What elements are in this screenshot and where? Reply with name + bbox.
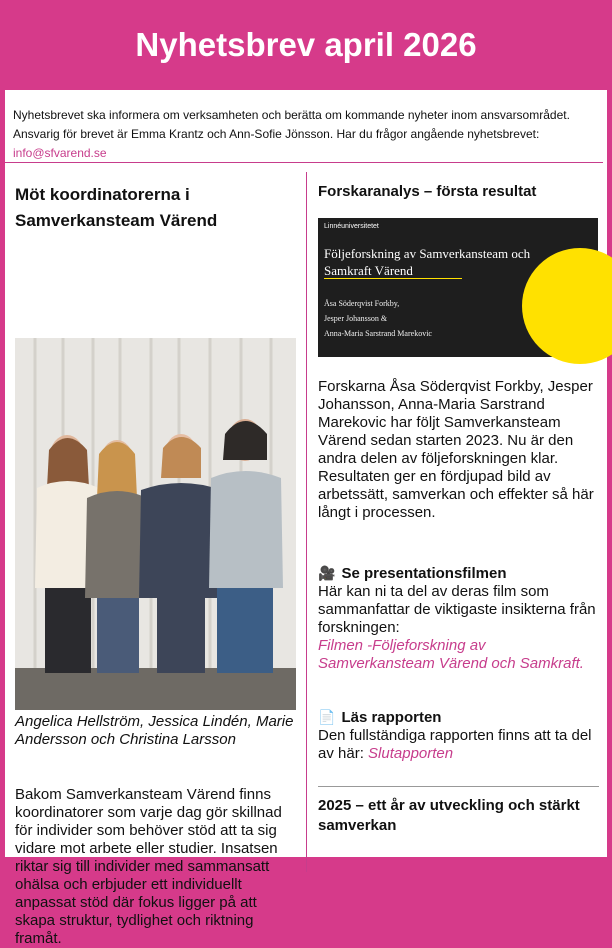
header-divider (5, 162, 603, 163)
newsletter-body (5, 90, 607, 947)
report-section (318, 708, 600, 763)
intro-line-1: Nyhetsbrevet ska informera om verksamheten och berätta om kommande nyheter inom ansvarsområdet. (13, 108, 570, 122)
report-text: Den fullständiga rapporten finns att ta del av här: (318, 727, 592, 762)
research-banner (318, 218, 598, 357)
intro-text (13, 106, 601, 163)
section2-heading: 2025 – ett år av utveckling och stärkt samverkan (318, 797, 580, 834)
banner-title: Följeforskning av Samverkansteam och Samkraft Värend (324, 246, 531, 278)
film-text: Här kan ni ta del av deras film som sammanfattar de viktigaste insikterna från forskningen: (318, 583, 596, 636)
report-link[interactable]: Slutapporten (368, 745, 454, 762)
intro-line-2: Ansvarig för brevet är Emma Krantz och Ann-Sofie Jönsson. Har du frågor angående nyhetsbrevet: (13, 127, 540, 141)
research-description: Forskarna Åsa Söderqvist Forkby, Jesper Johansson, Anna-Maria Sarstrand Marekovic har följt Samverkansteam Värend sedan starten 2023. Nu är den andra delen av följeforskningen klar. (318, 378, 593, 467)
document-icon: 📄 (318, 709, 336, 725)
film-camera-icon: 🎥 (318, 565, 336, 581)
research-heading: Forskaranalys – första resultat (318, 183, 537, 200)
film-link[interactable]: Filmen -Följeforskning av Samverkansteam Värend och Samkraft. (318, 637, 584, 672)
report-heading: 📄 Läs rapporten (318, 709, 442, 726)
contact-email-link[interactable]: info@sfvarend.se (13, 146, 107, 160)
left-column (15, 182, 297, 947)
banner-authors: Åsa Söderqvist Forkby, Jesper Johansson & Anna-Maria Sarstrand Marekovic (324, 299, 432, 338)
photo-caption: Angelica Hellström, Jessica Lindén, Marie Andersson och Christina Larsson (15, 713, 294, 748)
section-divider (318, 786, 599, 787)
film-heading: 🎥 Se presentationsfilmen (318, 565, 507, 582)
newsletter-title: Nyhetsbrev april 2026 (135, 26, 477, 63)
newsletter-header (0, 0, 612, 90)
coordinators-body: Bakom Samverkansteam Värend finns koordinatorer som varje dag gör skillnad för individer som behöver stöd att ta sig vidare mot arbete eller studier. Insatsen riktar sig till individer med sammansatt ohälsa och erbjuder ett individuellt anpassat stöd där fokus ligger på att skapa struktur, tydlighet och riktning framåt. (15, 786, 282, 947)
right-column (318, 182, 600, 834)
film-section (318, 564, 600, 673)
coordinators-photo (15, 338, 296, 710)
column-divider (306, 172, 307, 872)
university-logo-text: Linnéuniversitetet (324, 223, 379, 230)
research-text (318, 378, 600, 522)
results-description: Resultaten ger en fördjupad bild av arbetssätt, samverkan och effekter så här långt i processen. (318, 468, 594, 521)
coordinators-heading: Möt koordinatorerna i Samverkansteam Värend (15, 185, 218, 230)
